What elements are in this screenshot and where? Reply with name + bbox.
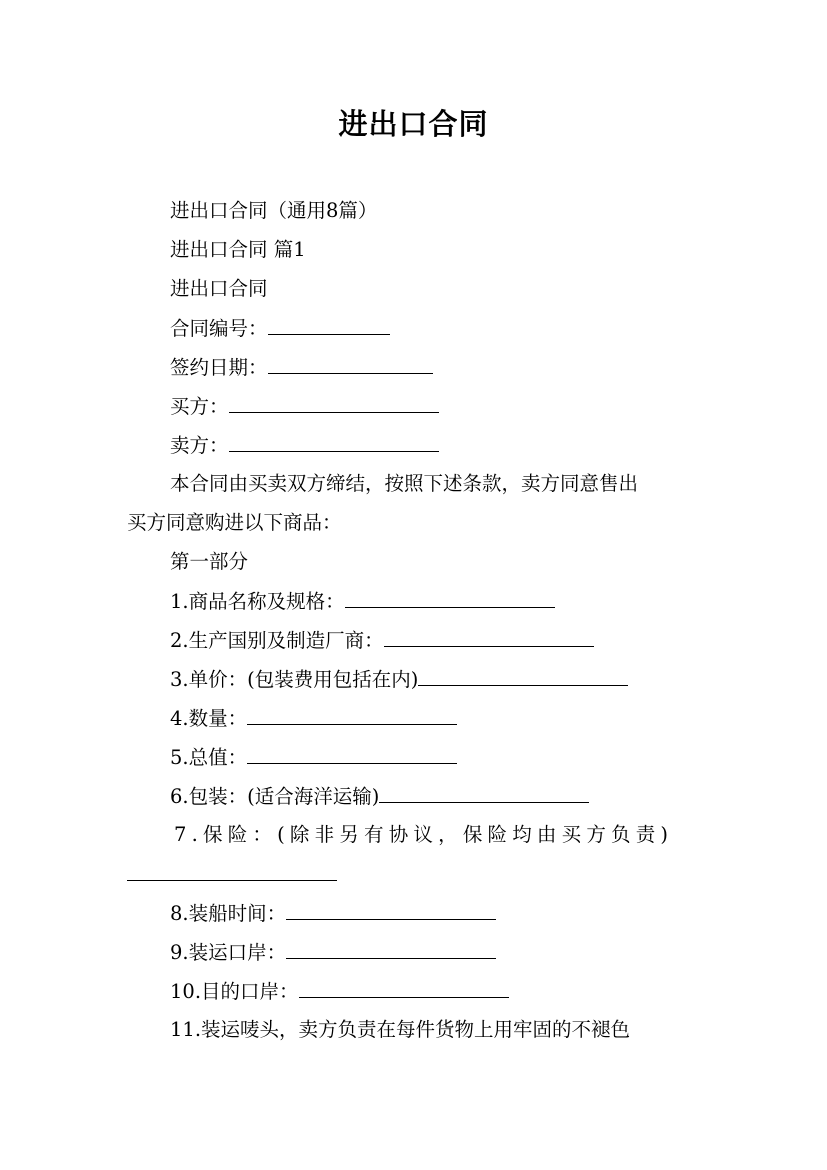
clause-destination-port (170, 979, 509, 1004)
field-label: 2.生产国别及制造厂商： (170, 629, 384, 652)
section-heading-part-one (170, 550, 248, 574)
clause-goods-name (170, 589, 555, 614)
line-text: 7.保险：(除非另有协议，保险均由买方负责) (174, 823, 674, 846)
line-text: 第一部分 (170, 550, 249, 573)
fill-in-blank (229, 394, 439, 413)
fill-in-blank (384, 628, 594, 647)
fill-in-blank (286, 901, 496, 920)
fill-in-blank (268, 316, 390, 335)
text-line-contract-heading (170, 277, 268, 301)
clause-loading-port (170, 940, 496, 965)
fill-in-blank (127, 862, 337, 881)
clause-shipping-marks (170, 1018, 630, 1042)
field-label: 6.包装：(适合海洋运输) (170, 785, 380, 808)
clause-origin-manufacturer (170, 628, 594, 653)
clause-shipment-time (170, 901, 496, 926)
fill-in-blank (229, 433, 439, 452)
field-label: 8.装船时间： (170, 902, 287, 925)
clause-unit-price (170, 667, 628, 692)
fill-in-blank (247, 745, 457, 764)
line-text: 进出口合同 (170, 277, 268, 300)
clause-quantity (170, 706, 457, 731)
line-text: 进出口合同（通用8篇） (170, 199, 378, 222)
fill-in-blank (345, 589, 555, 608)
field-label: 1.商品名称及规格： (170, 590, 345, 613)
field-label: 4.数量： (170, 707, 248, 730)
fill-in-blank (286, 940, 496, 959)
field-label: 9.装运口岸： (170, 941, 287, 964)
field-label: 10.目的口岸： (170, 980, 299, 1003)
field-label: 3.单价：(包装费用包括在内) (170, 668, 419, 691)
line-text: 买方同意购进以下商品： (127, 511, 342, 534)
text-line-chapter-heading (170, 238, 306, 262)
line-text: 本合同由买卖双方缔结，按照下述条款，卖方同意售出 (170, 472, 639, 495)
buyer-field (170, 394, 439, 419)
line-text: 11.装运唛头，卖方负责在每件货物上用牢固的不褪色 (170, 1018, 631, 1041)
fill-in-blank (418, 667, 628, 686)
fill-in-blank (247, 706, 457, 725)
clause-packing (170, 784, 589, 809)
fill-in-blank (268, 355, 433, 374)
clause-insurance (127, 823, 700, 847)
clause-total-value (170, 745, 457, 770)
seller-field (170, 433, 439, 458)
field-label: 合同编号： (170, 317, 268, 340)
text-line-preamble (170, 472, 638, 496)
line-text: 进出口合同 篇1 (170, 238, 306, 261)
field-label: 5.总值： (170, 746, 248, 769)
clause-insurance-blank (127, 862, 337, 887)
document-title: 进出口合同 (338, 107, 489, 141)
fill-in-blank (299, 979, 509, 998)
text-line-collection-title (170, 199, 377, 223)
field-label: 签约日期： (170, 356, 268, 379)
signing-date-field (170, 355, 433, 380)
contract-number-field (170, 316, 390, 341)
text-line-preamble-cont (127, 511, 342, 535)
field-label: 买方： (170, 395, 229, 418)
field-label: 卖方： (170, 434, 229, 457)
fill-in-blank (379, 784, 589, 803)
